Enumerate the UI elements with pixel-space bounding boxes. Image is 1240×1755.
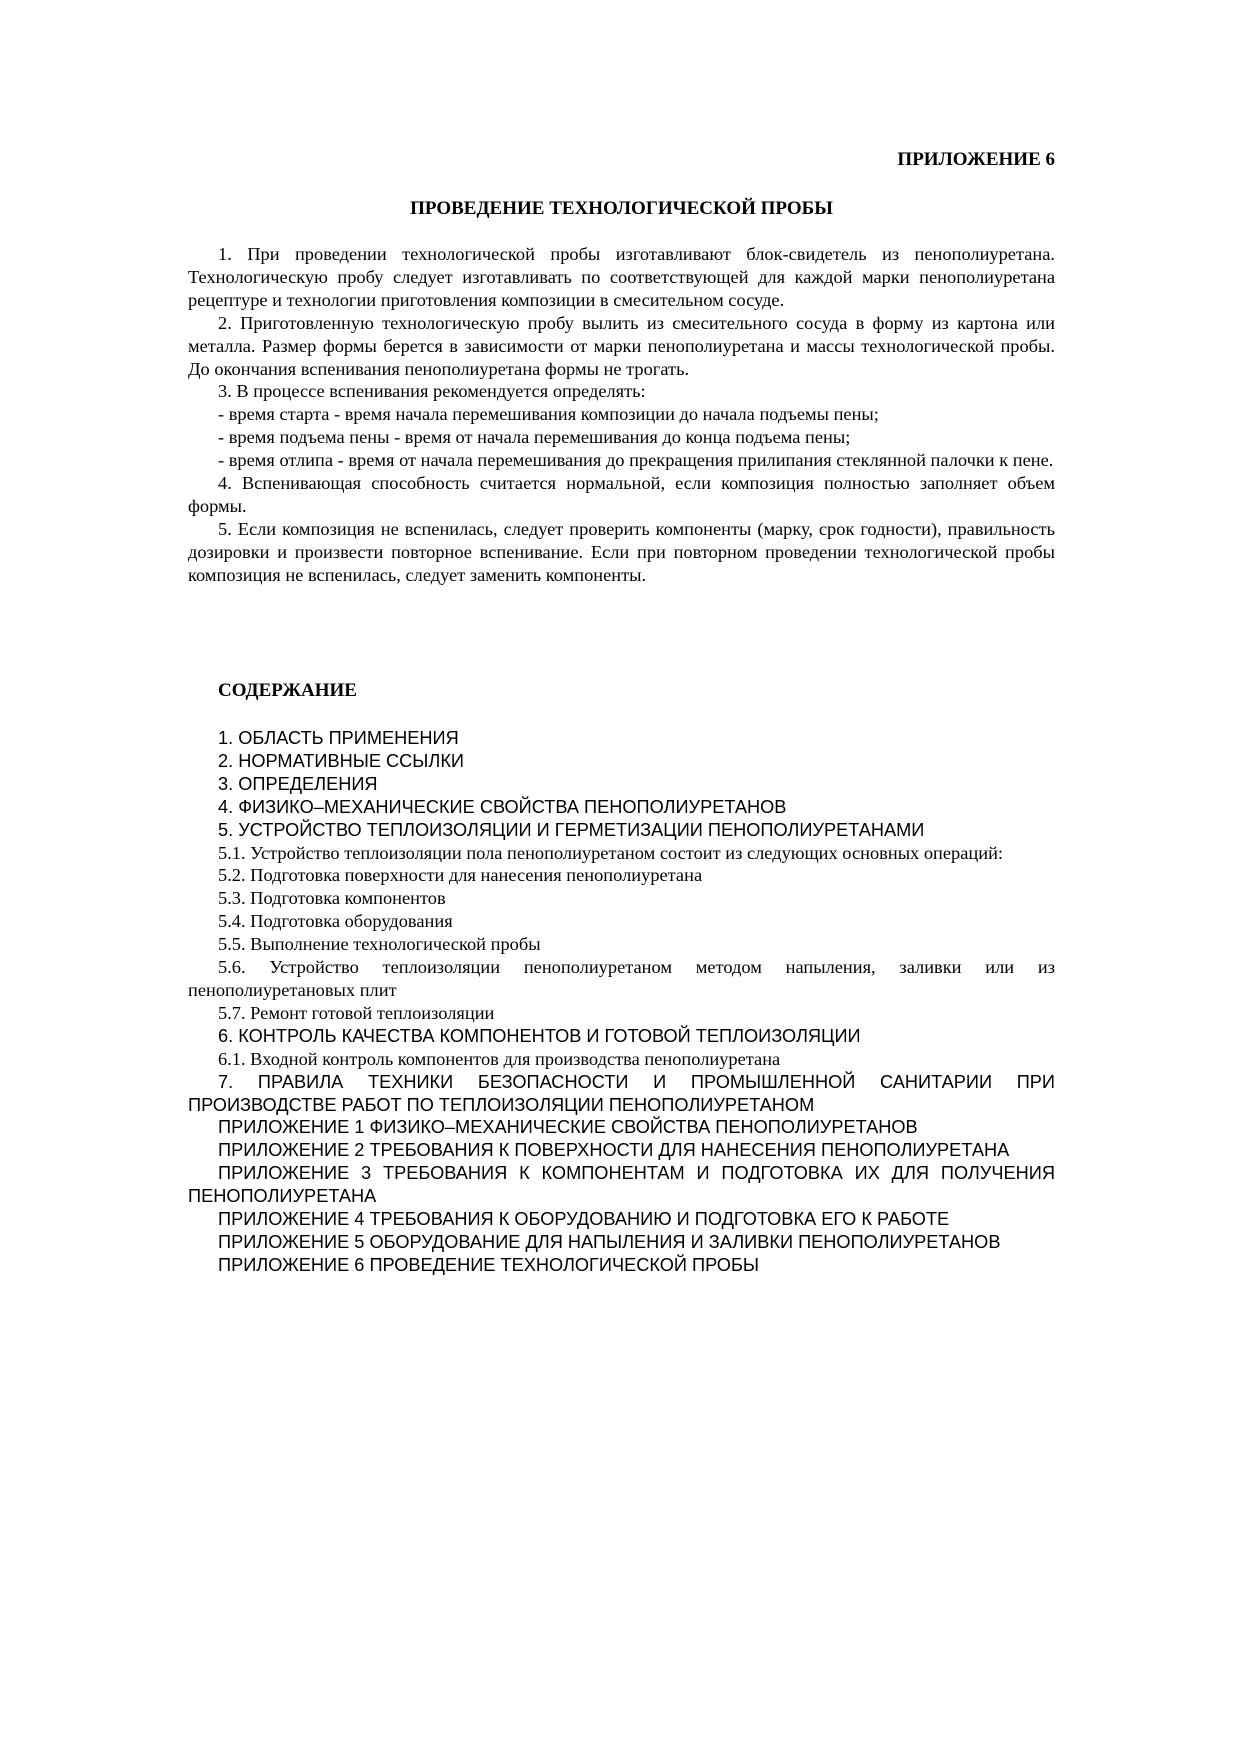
- toc-item: 5.1. Устройство теплоизоляции пола пенополиуретаном состоит из следующих основных операций:: [218, 842, 1004, 863]
- toc-item: ПРИЛОЖЕНИЕ 3 ТРЕБОВАНИЯ К КОМПОНЕНТАМ И ПОДГОТОВКА ИХ ДЛЯ ПОЛУЧЕНИЯ ПЕНОПОЛИУРЕТАНА: [188, 1163, 1055, 1207]
- toc-heading: СОДЕРЖАНИЕ: [218, 680, 357, 701]
- toc-item: ПРИЛОЖЕНИЕ 5 ОБОРУДОВАНИЕ ДЛЯ НАПЫЛЕНИЯ И ЗАЛИВКИ ПЕНОПОЛИУРЕТАНОВ: [218, 1231, 1001, 1252]
- toc-item: ПРИЛОЖЕНИЕ 4 ТРЕБОВАНИЯ К ОБОРУДОВАНИЮ И ПОДГОТОВКА ЕГО К РАБОТЕ: [218, 1209, 950, 1230]
- body-text: [188, 243, 1055, 587]
- toc-item: ПРИЛОЖЕНИЕ 6 ПРОВЕДЕНИЕ ТЕХНОЛОГИЧЕСКОЙ ПРОБЫ: [218, 1254, 759, 1275]
- toc-item: 4. ФИЗИКО–МЕХАНИЧЕСКИЕ СВОЙСТВА ПЕНОПОЛИУРЕТАНОВ: [218, 796, 787, 817]
- appendix-label: ПРИЛОЖЕНИЕ 6: [897, 149, 1055, 170]
- toc-item: 2. НОРМАТИВНЫЕ ССЫЛКИ: [218, 750, 464, 771]
- toc-item: ПРИЛОЖЕНИЕ 2 ТРЕБОВАНИЯ К ПОВЕРХНОСТИ ДЛЯ НАНЕСЕНИЯ ПЕНОПОЛИУРЕТАНА: [218, 1140, 1010, 1161]
- toc-item: 5.5. Выполнение технологической пробы: [218, 934, 541, 955]
- toc-item: 5.4. Подготовка оборудования: [218, 911, 453, 932]
- paragraph: 5. Если композиция не вспенилась, следует проверить компоненты (марку, срок годности), правильность дозировки и произвести повторное вспенивание. Если при повторном проведении технологической пробы композиция не вспенилась, следует заменить компоненты.: [188, 518, 1055, 585]
- toc-item: 1. ОБЛАСТЬ ПРИМЕНЕНИЯ: [218, 728, 459, 748]
- toc-item: 5.2. Подготовка поверхности для нанесения пенополиуретана: [218, 865, 703, 886]
- toc-item: 6.1. Входной контроль компонентов для производства пенополиуретана: [218, 1048, 781, 1069]
- toc-item: 5.7. Ремонт готовой теплоизоляции: [218, 1002, 495, 1023]
- page-title: ПРОВЕДЕНИЕ ТЕХНОЛОГИЧЕСКОЙ ПРОБЫ: [410, 198, 833, 219]
- table-of-contents: [188, 727, 1055, 1277]
- toc-item: 5.3. Подготовка компонентов: [218, 888, 446, 909]
- toc-item: 6. КОНТРОЛЬ КАЧЕСТВА КОМПОНЕНТОВ И ГОТОВОЙ ТЕПЛОИЗОЛЯЦИИ: [218, 1025, 861, 1046]
- toc-item: 3. ОПРЕДЕЛЕНИЯ: [218, 773, 378, 794]
- toc-item: 5. УСТРОЙСТВО ТЕПЛОИЗОЛЯЦИИ И ГЕРМЕТИЗАЦИИ ПЕНОПОЛИУРЕТАНАМИ: [218, 819, 925, 840]
- toc-item: 5.6. Устройство теплоизоляции пенополиуретаном методом напыления, заливки или из пенополиуретановых плит: [188, 957, 1055, 1000]
- toc-item: 7. ПРАВИЛА ТЕХНИКИ БЕЗОПАСНОСТИ И ПРОМЫШЛЕННОЙ САНИТАРИИ ПРИ ПРОИЗВОДСТВЕ РАБОТ ПО ТЕПЛОИЗОЛЯЦИИ ПЕНОПОЛИУРЕТАНОМ: [188, 1071, 1055, 1115]
- paragraph: - время подъема пены - время от начала перемешивания до конца подъема пены;: [218, 427, 851, 448]
- toc-item: ПРИЛОЖЕНИЕ 1 ФИЗИКО–МЕХАНИЧЕСКИЕ СВОЙСТВА ПЕНОПОЛИУРЕТАНОВ: [218, 1117, 918, 1138]
- paragraph: 2. Приготовленную технологическую пробу вылить из смесительного сосуда в форму из картона или металла. Размер формы берется в зависимости от марки пенополиуретана и массы технологической пробы. До окончания вспенивания пенополиуретана формы не трогать.: [188, 312, 1055, 379]
- paragraph: - время отлипа - время от начала перемешивания до прекращения прилипания стеклянной палочки к пене.: [218, 450, 1054, 471]
- paragraph: - время старта - время начала перемешивания композиции до начала подъемы пены;: [218, 404, 879, 425]
- paragraph: 1. При проведении технологической пробы изготавливают блок-свидетель из пенополиуретана. Технологическую пробу следует изготавливать по соответствующей для каждой марки пенополиуретана рецептуре и технологии приготовления композиции в смесительном сосуде.: [188, 244, 1055, 310]
- paragraph: 3. В процессе вспенивания рекомендуется определять:: [218, 381, 646, 402]
- paragraph: 4. Вспенивающая способность считается нормальной, если композиция полностью заполняет объем формы.: [188, 473, 1055, 516]
